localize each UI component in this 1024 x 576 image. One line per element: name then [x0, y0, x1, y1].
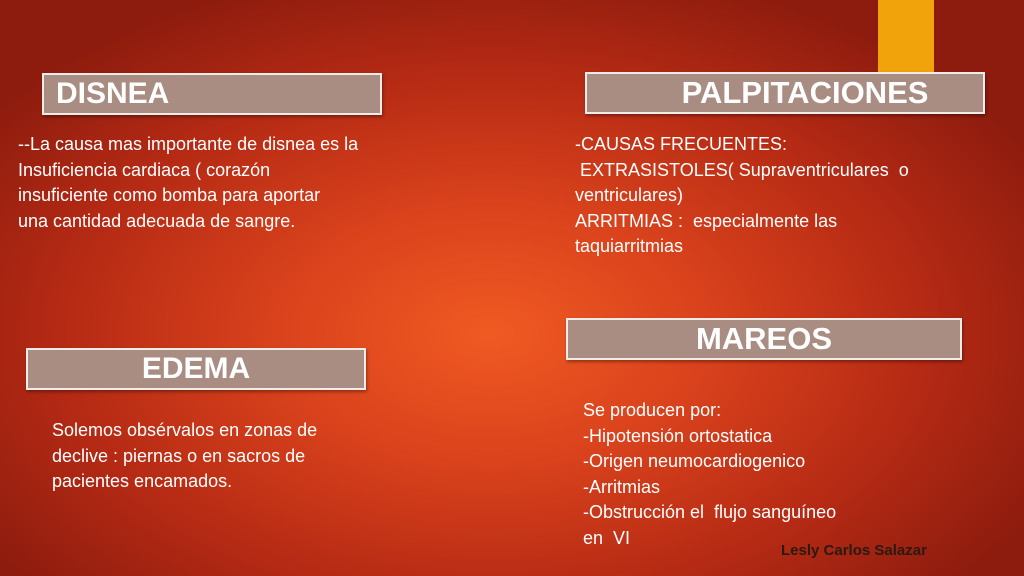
mareos-line: -Arritmias	[583, 476, 660, 497]
mareos-line: en VI	[583, 527, 631, 548]
palpitaciones-line: ARRITMIAS : especialmente las	[575, 210, 838, 231]
mareos-line: -Obstrucción el flujo sanguíneo	[583, 502, 837, 522]
palpitaciones-line: ventriculares)	[575, 185, 684, 205]
palpitaciones-title	[585, 72, 985, 114]
disnea-title-text: DISNEA	[56, 77, 170, 110]
mareos-line: -Hipotensión ortostatica	[583, 425, 773, 446]
mareos-title-text: MAREOS	[695, 321, 833, 356]
author-name: Lesly Carlos Salazar	[781, 542, 927, 559]
edema-line: Solemos obsérvalos en zonas de	[52, 420, 318, 440]
disnea-line: una cantidad adecuada de sangre.	[18, 210, 296, 231]
edema-title	[26, 348, 366, 390]
edema-text	[52, 418, 317, 495]
mareos-line: -Origen neumocardiogenico	[583, 451, 806, 471]
palpitaciones-line: taquiarritmias	[575, 236, 684, 256]
palpitaciones-line: EXTRASISTOLES( Supraventriculares o	[575, 159, 909, 180]
edema-line: declive : piernas o en sacros de	[52, 445, 306, 466]
mareos-line: Se producen por:	[583, 400, 722, 420]
palpitaciones-line: -CAUSAS FRECUENTES:	[575, 134, 788, 154]
disnea-line: insuficiente como bomba para aportar	[18, 185, 321, 205]
palpitaciones-text	[575, 132, 909, 260]
mareos-text	[583, 398, 836, 551]
disnea-title	[42, 73, 382, 115]
edema-line: pacientes encamados.	[52, 471, 233, 491]
palpitaciones-title-text: PALPITACIONES	[681, 75, 929, 110]
disnea-line: Insuficiencia cardiaca ( corazón	[18, 159, 271, 180]
disnea-text	[18, 132, 358, 234]
edema-title-text: EDEMA	[141, 352, 251, 385]
disnea-line: --La causa mas importante de disnea es la	[18, 134, 359, 154]
mareos-title	[566, 318, 962, 360]
accent-bar	[878, 0, 934, 72]
